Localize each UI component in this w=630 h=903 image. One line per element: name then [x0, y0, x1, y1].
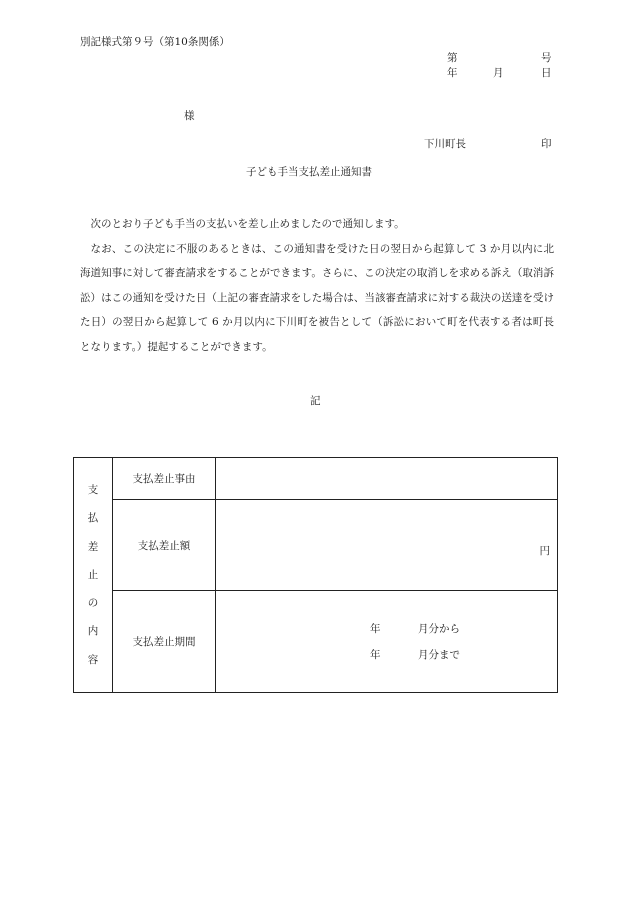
date-year-label: 年	[447, 67, 458, 79]
period-from-year: 年	[370, 622, 381, 635]
period-value-cell	[216, 591, 558, 693]
document-title: 子ども手当支払差止通知書	[246, 166, 372, 178]
addressee-honorific: 様	[184, 110, 195, 122]
period-from-month: 月分から	[418, 622, 460, 635]
document-number-prefix: 第	[447, 52, 458, 64]
amount-value-cell	[216, 500, 558, 591]
date-month-label: 月	[493, 67, 504, 79]
period-to-year: 年	[370, 648, 381, 661]
vertical-char: の	[87, 597, 99, 610]
ki-heading: 記	[310, 395, 321, 407]
vertical-char: 差	[87, 540, 99, 553]
suspension-details-table	[73, 457, 558, 693]
period-from	[216, 616, 557, 642]
vertical-char: 支	[87, 483, 99, 496]
vertical-char: 内	[87, 625, 99, 638]
notice-paragraph-1: 次のとおり子ども手当の支払いを差し止めましたので通知します。	[90, 218, 405, 230]
reason-label: 支払差止事由	[113, 458, 216, 500]
amount-label: 支払差止額	[113, 500, 216, 591]
period-label: 支払差止期間	[113, 591, 216, 693]
vertical-char: 払	[87, 512, 99, 525]
seal-mark: 印	[541, 138, 552, 150]
issuer-title: 下川町長	[424, 138, 466, 150]
period-to	[216, 642, 557, 668]
form-number-label: 別記様式第９号（第10条関係）	[80, 36, 230, 48]
amount-unit: 円	[539, 544, 550, 557]
vertical-char: 止	[87, 568, 99, 581]
notice-paragraph-2: なお、この決定に不服のあるときは、この通知書を受けた日の翌日から起算して 3 か月以内に北海道知事に対して審査請求をすることができます。さらに、この決定の取消しを求める訴え（取消訴訟）はこの通知を受けた日（上記の審査請求をした場合は、当該審査請求に対する裁決の送達を受けた日）の翌日から起算して 6 か月以内に下川町を被告として（訴訟において町を代表する者は町長となります。）提起することができます。	[80, 242, 554, 353]
document-number-suffix: 号	[541, 52, 552, 64]
period-to-month: 月分まで	[418, 648, 460, 661]
date-day-label: 日	[541, 67, 552, 79]
reason-value	[216, 458, 558, 500]
content-vertical-label	[74, 458, 113, 693]
vertical-char: 容	[87, 653, 99, 666]
